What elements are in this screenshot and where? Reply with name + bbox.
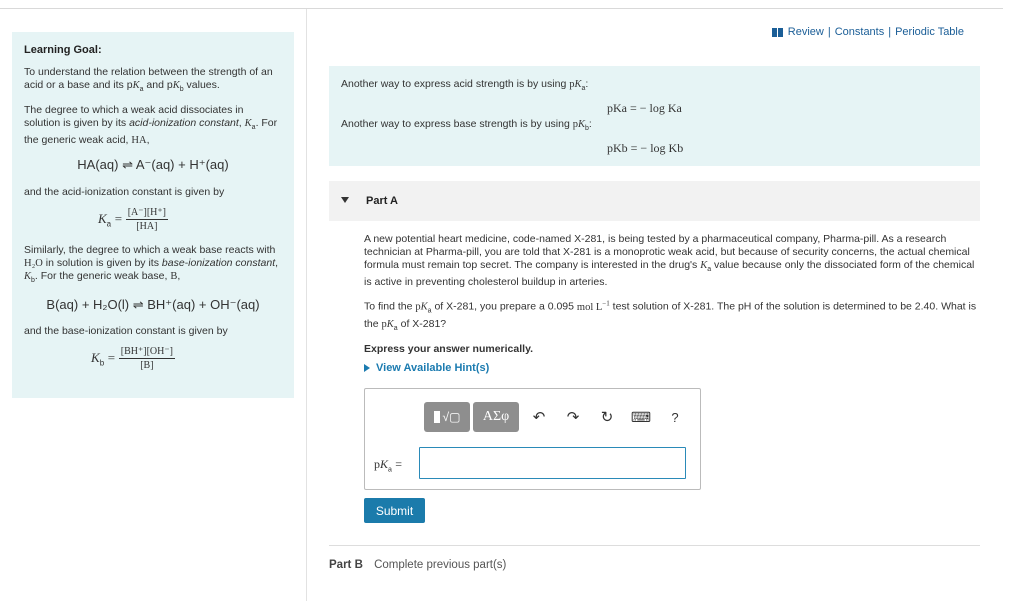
expand-triangle-icon	[364, 364, 370, 372]
part-b-status: Complete previous part(s)	[374, 559, 507, 571]
part-a-label: Part A	[366, 195, 398, 207]
help-icon[interactable]: ?	[671, 409, 679, 425]
learning-goal-intro: To understand the relation between the strength of an acid or a base and its $pK_a$ and $pK_b$ values.	[24, 66, 273, 94]
answer-instruction: Express your answer numerically.	[364, 342, 534, 355]
column-divider	[306, 9, 307, 601]
periodic-table-link[interactable]: Periodic Table	[895, 26, 964, 38]
undo-icon[interactable]: ↶	[532, 409, 546, 426]
top-divider	[0, 8, 1003, 9]
acid-equation: HA(aq) ⇌ A⁻(aq) + H⁺(aq)	[77, 157, 229, 173]
learning-goal-panel	[12, 32, 294, 398]
part-b-label: Part B	[329, 559, 363, 571]
review-link[interactable]: Review	[787, 26, 824, 38]
redo-icon[interactable]: ↷	[566, 409, 580, 426]
ka-denominator: [HA]	[136, 221, 158, 233]
reset-icon[interactable]: ↻	[600, 409, 614, 426]
base-strength-text: Another way to express base strength is by using $pK_b$:	[341, 118, 592, 133]
pka-answer-input[interactable]	[419, 447, 686, 479]
kb-expression: $K_b$ = $\frac{[BH^+][OH^-]}{[B]}$	[91, 346, 173, 372]
ka-expression: $K_a$ = $\frac{[A^-][H^+]}{[HA]}$	[97, 207, 167, 233]
problem-paragraph-2: To find the $pK_a$ of X-281, you prepare a 0.095 mol $L^{-1}$ test solution of X-281. The pH of the solution is determined to be 2.40. What is the $pK_a$ of X-281?	[364, 299, 977, 332]
ka-numerator: [A⁻][H⁺]	[127, 207, 167, 219]
kb-numerator: [BH⁺][OH⁻]	[120, 346, 173, 358]
acid-strength-text: Another way to express acid strength is by using $pK_a$:	[341, 78, 589, 93]
pka-definition: pKa = − log Ka	[607, 101, 682, 115]
base-ionization-paragraph: Similarly, the degree to which a weak base reacts with H₂O in solution is given by its base-ionization constant, $K_b$. For the generic weak base, B,	[24, 244, 279, 285]
part-a-header[interactable]	[329, 181, 980, 221]
base-equation: B(aq) + H₂O(l) ⇌ BH⁺(aq) + OH⁻(aq)	[46, 297, 260, 313]
part-divider	[329, 545, 980, 546]
view-hints-link[interactable]	[364, 362, 489, 374]
link-separator: |	[827, 26, 831, 38]
template-block-icon	[434, 411, 440, 423]
kb-denominator: [B]	[140, 360, 154, 372]
link-separator: |	[888, 26, 892, 38]
symbols-button[interactable]: ΑΣφ	[473, 402, 519, 432]
pka-answer-label: $pK_a$ =	[374, 457, 403, 474]
problem-paragraph-1: A new potential heart medicine, code-named X-281, is being tested by a pharmaceutical company, Pharma-pill. As a research technician at Pharma-pill, you are told that X-281 is a monoprotic weak acid, but because of security concerns, the actual chemical formula must remain top secret. The company is interested in the drug's $K_a$ value because only the dissociated form of the chemical is active in preventing cholesterol buildup in arteries.	[364, 233, 975, 289]
collapse-triangle-icon[interactable]	[341, 197, 349, 203]
submit-button[interactable]: Submit	[364, 498, 425, 523]
acid-constant-intro: and the acid-ionization constant is given by	[24, 186, 225, 199]
acid-ionization-paragraph: The degree to which a weak acid dissociates in solution is given by its acid-ionization constant, $K_a$. For the generic weak acid, HA,	[24, 104, 278, 147]
hints-label: View Available Hint(s)	[376, 362, 490, 374]
sqrt-icon: √▢	[442, 410, 461, 424]
learning-goal-title: Learning Goal:	[24, 44, 102, 56]
math-toolbar	[424, 401, 692, 433]
keyboard-icon[interactable]: ⌨	[630, 408, 652, 425]
problem-text	[364, 233, 980, 364]
templates-button[interactable]	[424, 402, 470, 432]
answer-box	[364, 388, 701, 490]
part-b-row	[329, 559, 506, 571]
resource-links	[772, 26, 964, 38]
book-icon	[772, 28, 784, 37]
pkb-definition: pKb = − log Kb	[607, 141, 684, 155]
base-constant-intro: and the base-ionization constant is given by	[24, 325, 228, 338]
constants-link[interactable]: Constants	[834, 26, 885, 38]
intro-box	[329, 66, 980, 166]
